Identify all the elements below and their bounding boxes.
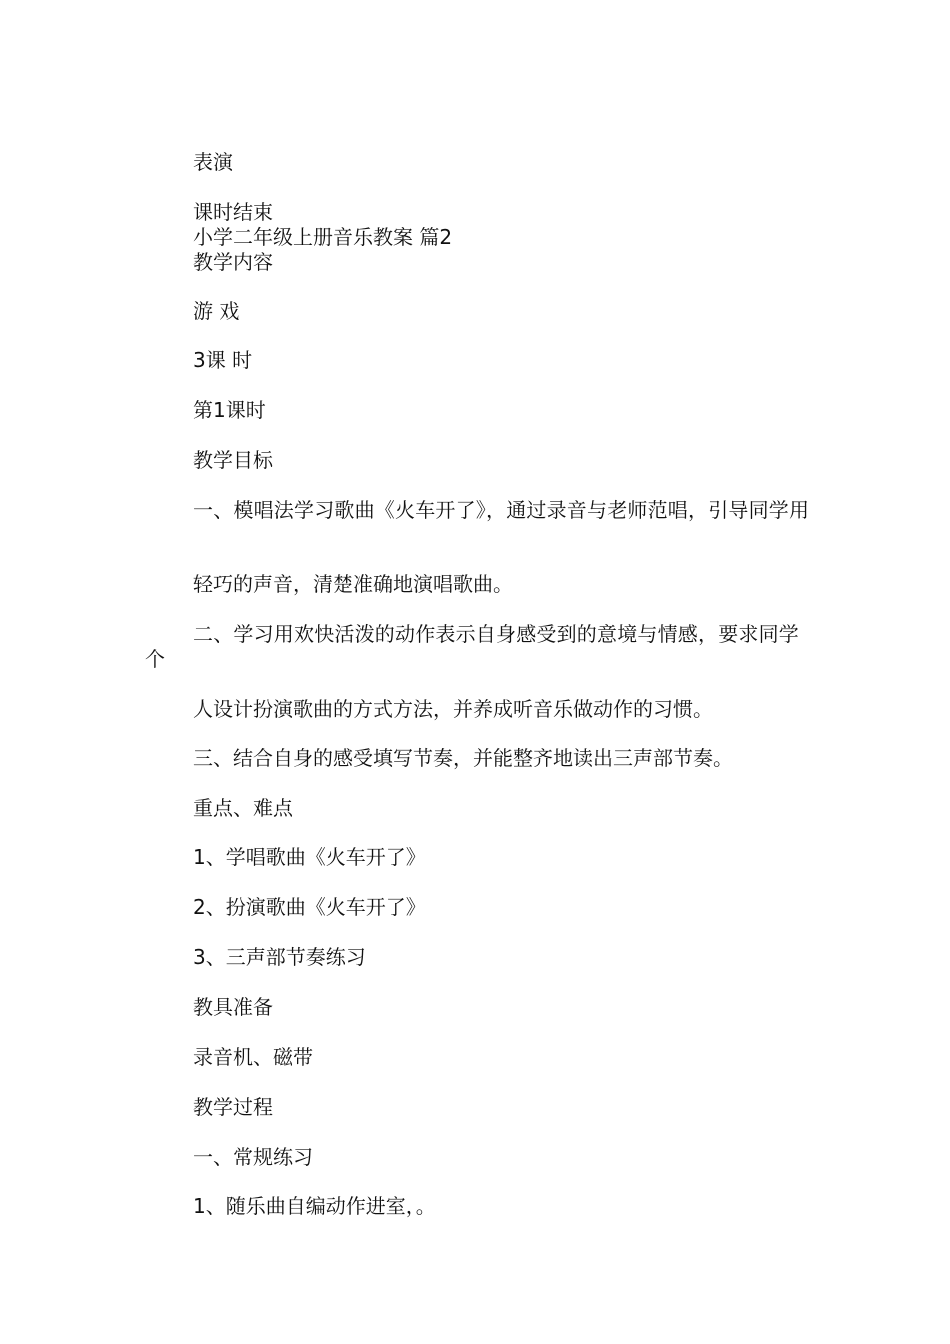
text-line: 第1课时 — [193, 398, 266, 422]
text-line: 录音机、磁带 — [193, 1045, 313, 1069]
text-line: 3课 时 — [193, 348, 253, 372]
text-line: 3、三声部节奏练习 — [193, 945, 366, 969]
text-line: 三、结合自身的感受填写节奏，并能整齐地读出三声部节奏。 — [193, 746, 733, 770]
text-line: 1、随乐曲自编动作进室，。 — [193, 1194, 436, 1218]
text-line: 轻巧的声音，清楚准确地演唱歌曲。 — [193, 572, 513, 596]
text-line: 课时结束 — [193, 200, 273, 224]
text-line: 教学过程 — [193, 1095, 273, 1119]
paragraph: 二、学习用欢快活泼的动作表示自身感受到的意境与情感，要求同学个 — [145, 622, 799, 671]
text-line: 人设计扮演歌曲的方式方法，并养成听音乐做动作的习惯。 — [193, 697, 713, 721]
section-heading: 小学二年级上册音乐教案 篇2 — [193, 225, 453, 249]
text-line: 表演 — [193, 150, 233, 174]
text-line: 重点、难点 — [193, 796, 293, 820]
text-line: 教学目标 — [193, 448, 273, 472]
text-line: 教具准备 — [193, 995, 273, 1019]
text-line: 一、常规练习 — [193, 1145, 313, 1169]
text-line: 教学内容 — [193, 250, 273, 274]
text-line: 游 戏 — [193, 299, 240, 323]
text-line: 2、扮演歌曲《火车开了》 — [193, 895, 426, 919]
text-line: 1、学唱歌曲《火车开了》 — [193, 845, 426, 869]
paragraph: 一、模唱法学习歌曲《火车开了》，通过录音与老师范唱，引导同学用 — [193, 498, 810, 522]
